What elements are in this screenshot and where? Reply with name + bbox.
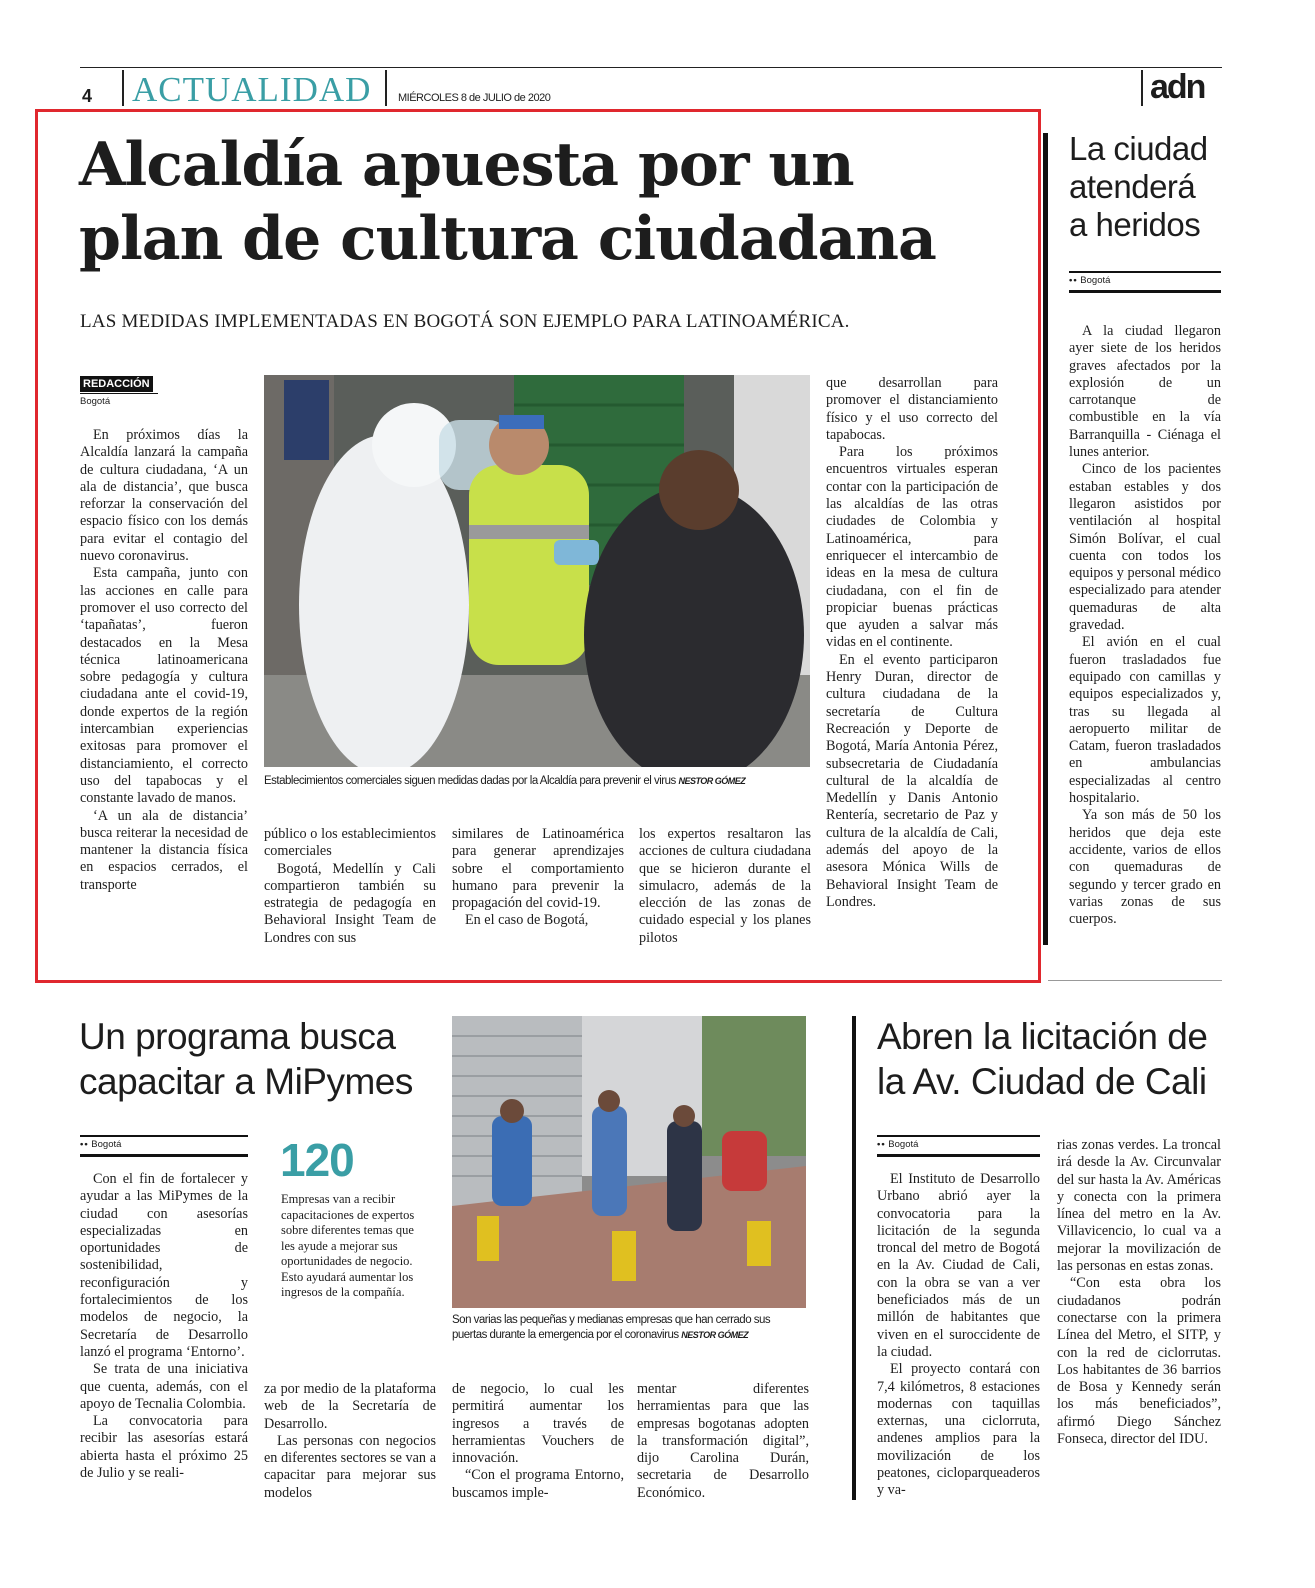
side-p2: Cinco de los pacientes estaban estables y dos llegaron asistidos por ventilación al hospital Simón Bolívar, el cual cuenta con todos los equipos y personal médico especializado para atender quemaduras de alta gravedad.	[1069, 461, 1221, 634]
licitacion-vertical-rule	[852, 1016, 856, 1500]
mipymes-col4	[637, 1381, 809, 1502]
licitacion-headline: Abren la licitación de la Av. Ciudad de Cali	[877, 1016, 1208, 1102]
lead-col5-p1: que desarrollan para promover el distanciamiento físico y el uso correcto del tapabocas.	[826, 375, 998, 443]
lead-photo-illustration	[264, 375, 810, 767]
section-name: ACTUALIDAD	[132, 70, 372, 109]
licitacion-col2-p2: “Con esta obra los ciudadanos podrán conectarse con la primera Línea del Metro, el SITP, y con la red de ciclorrutas. Los habitantes de 36 barrios de Bosa y Kennedy serán los más beneficiados”, afirmó Diego Sánchez Fonseca, director del IDU.	[1057, 1275, 1221, 1448]
header-divider-2	[385, 70, 387, 106]
licitacion-col2-p1: rias zonas verdes. La troncal irá desde la Av. Circunvalar del sur hasta la Av. Américas y conecta con la primera línea del metro en la Av. Villavicencio, lo cual va a mejorar la movilización de las personas en estas zonas.	[1057, 1137, 1221, 1275]
brand-divider	[1141, 70, 1143, 106]
lead-col2-p2: Bogotá, Medellín y Cali compartieron también su estrategia de pedagogía en Behavioral Insight Team de Londres con sus	[264, 860, 436, 946]
mipymes-col2	[264, 1381, 436, 1502]
lead-col1-p3: ‘A un ala de distancia’ busca reiterar la necesidad de mantener la distancia física en espacios cerrados, el transporte	[80, 807, 248, 893]
side-p3: El avión en el cual fueron trasladados fue equipado con camillas y equipos especializados y, tras su llegada al aeropuerto militar de Catam, fueron trasladados en ambulancias especializadas al centro hospitalario.	[1069, 634, 1221, 807]
stat-number: 120	[280, 1134, 354, 1186]
mipymes-location: Bogotá	[91, 1139, 122, 1150]
mipymes-caption-credit: NESTOR GÓMEZ	[681, 1330, 749, 1340]
lead-col1-p1: En próximos días la Alcaldía lanzará la campaña de cultura ciudadana, ‘A un ala de distancia’, que busca reforzar la conservación del espacio físico con los demás para evitar el contagio del nuevo coronavirus.	[80, 427, 248, 565]
lead-caption-credit: NESTOR GÓMEZ	[678, 776, 746, 786]
lead-byline: REDACCIÓN	[80, 376, 153, 392]
page-number: 4	[82, 86, 93, 106]
lead-caption-text: Establecimientos comerciales siguen medidas dadas por la Alcaldía para prevenir el virus	[264, 775, 676, 787]
mipymes-col1	[80, 1171, 248, 1482]
lead-photo-caption	[264, 775, 810, 787]
lead-col3-p1: similares de Latinoamérica para generar aprendizajes sobre el comportamiento humano para prevenir la propagación del covid-19.	[452, 826, 624, 912]
lead-col5-p2: Para los próximos encuentros virtuales esperan contar con la participación de las alcaldías de las otras ciudades de Colombia y Latinoamérica, para enriquecer el intercambio de ideas en la mesa de cultura ciudadana, con el fin de propiciar buenas prácticas que ayuden a salvar más vidas en el continente.	[826, 444, 998, 651]
mipymes-col4-p1: mentar diferentes herramientas para que las empresas bogotanas adopten la transformación digital”, dijo Carolina Durán, secretaria de Desarrollo Económico.	[637, 1381, 809, 1501]
kicker-dots: ••	[1069, 275, 1078, 286]
side-kicker	[1069, 271, 1221, 293]
lead-col2	[264, 826, 436, 947]
side-headline: La ciudad atenderá a heridos	[1069, 130, 1208, 243]
section-separator	[1048, 980, 1222, 981]
lead-location: Bogotá	[80, 393, 158, 407]
licitacion-kicker	[877, 1135, 1040, 1157]
lead-headline-line1: Alcaldía apuesta por un	[79, 130, 854, 200]
lead-headline-line2: plan de cultura ciudadana	[79, 204, 936, 274]
mipymes-photo-illustration	[452, 1016, 806, 1308]
lead-photo	[264, 375, 810, 767]
mipymes-col3-p2: “Con el programa Entorno, buscamos imple-	[452, 1467, 624, 1501]
mipymes-col1-p3: La convocatoria para recibir las asesorías estará abierta hasta el próximo 25 de Julio y se reali-	[80, 1413, 248, 1482]
header-divider	[122, 70, 124, 106]
licitacion-col1	[877, 1171, 1040, 1500]
lead-col1-p2: Esta campaña, junto con las acciones en calle para promover el uso correcto del ‘tapañatas’, fueron destacados en la Mesa técnica latinoamericana sobre pedagogía y cultura ciudadana ante el covid-19, donde expertos de la región intercambian experiencias exitosas para promover el distanciamiento, el correcto uso del tapabocas y el constante lavado de manos.	[80, 565, 248, 807]
side-body	[1069, 323, 1221, 928]
lead-col5	[826, 375, 998, 911]
mipymes-col2-p2: Las personas con negocios en diferentes sectores se van a capacitar para mejorar sus modelos	[264, 1432, 436, 1501]
licitacion-col1-p2: El proyecto contará con 7,4 kilómetros, 8 estaciones modernas con taquillas externas, una ciclorruta, andenes amplios para la movilización de los peatones, cicloparqueaderos y va-	[877, 1361, 1040, 1499]
mipymes-col3-p1: de negocio, lo cual les permitirá aumentar los ingresos a través de herramientas Vouchers de innovación.	[452, 1381, 624, 1467]
licitacion-col2	[1057, 1137, 1221, 1448]
lead-col4	[639, 826, 811, 947]
mipymes-photo-caption	[452, 1313, 806, 1343]
licitacion-location: Bogotá	[888, 1139, 919, 1150]
side-vertical-rule	[1043, 133, 1048, 945]
side-p4: Ya son más de 50 los heridos que deja este accidente, varios de ellos con quemaduras de segundo y tercer grado en varias zonas de sus cuerpos.	[1069, 807, 1221, 928]
header-rule	[80, 67, 1222, 68]
issue-date: MIÉRCOLES 8 de JULIO de 2020	[398, 92, 551, 104]
kicker-dots: ••	[877, 1139, 886, 1150]
lead-headline	[79, 128, 1029, 276]
lead-subhead: LAS MEDIDAS IMPLEMENTADAS EN BOGOTÁ SON EJEMPLO PARA LATINOAMÉRICA.	[80, 311, 850, 332]
mipymes-caption-text: Son varias las pequeñas y medianas empresas que han cerrado sus puertas durante la emergencia por el coronavirus	[452, 1314, 771, 1341]
mipymes-photo	[452, 1016, 806, 1308]
mipymes-col3	[452, 1381, 624, 1502]
licitacion-col1-p1: El Instituto de Desarrollo Urbano abrió ayer la convocatoria para la licitación de la segunda troncal del metro de Bogotá en la Av. Ciudad de Cali, con la obra se van a ver beneficiados más de un millón de habitantes que viven en el suroccidente de la ciudad.	[877, 1171, 1040, 1360]
mipymes-kicker	[80, 1135, 248, 1157]
side-p1: A la ciudad llegaron ayer siete de los heridos graves afectados por la explosión de un carrotanque de combustible en la vía Barranquilla - Ciénaga el lunes anterior.	[1069, 323, 1221, 461]
side-location: Bogotá	[1080, 275, 1111, 286]
lead-col5-p3: En el evento participaron Henry Duran, director de cultura ciudadana de la secretaría de Cultura Recreación y Deporte de Bogotá, María Antonia Pérez, subsecretaria de Ciudadanía cultural de la alcaldía de Medellín y Danis Antonio Rentería, secretario de Paz y cultura de la alcaldía de Cali, además del apoyo de la asesora Mónica Wills de Behavioral Insight Team de Londres.	[826, 651, 998, 910]
lead-col4-p1: los expertos resaltaron las acciones de cultura ciudadana que se hicieron durante el simulacro, además de la elección de las zonas de cuidado especial y los planes pilotos	[639, 826, 811, 946]
kicker-dots: ••	[80, 1139, 89, 1150]
lead-col3	[452, 826, 624, 930]
lead-col2-p1: público o los establecimientos comerciales	[264, 826, 436, 860]
lead-col1	[80, 427, 248, 894]
mipymes-headline: Un programa busca capacitar a MiPymes	[79, 1016, 413, 1102]
brand-logo: adn	[1150, 68, 1205, 106]
mipymes-col1-p2: Se trata de una iniciativa que cuenta, además, con el apoyo de Tecnalia Colombia.	[80, 1361, 248, 1412]
stat-text: Empresas van a recibir capacitaciones de expertos sobre diferentes temas que les ayude a mejorar sus oportunidades de negocio. Esto ayudará aumentar los ingresos de la compañía.	[281, 1192, 415, 1299]
lead-col3-p2: En el caso de Bogotá,	[465, 912, 589, 929]
mipymes-col2-p1: za por medio de la plataforma web de la Secretaría de Desarrollo.	[264, 1381, 436, 1432]
mipymes-col1-p1: Con el fin de fortalecer y ayudar a las MiPymes de la ciudad con asesorías especializadas en oportunidades de sostenibilidad, reconfiguración y fortalecimientos de los modelos de negocio, la Secretaría de Desarrollo lanzó el programa ‘Entorno’.	[80, 1171, 248, 1360]
